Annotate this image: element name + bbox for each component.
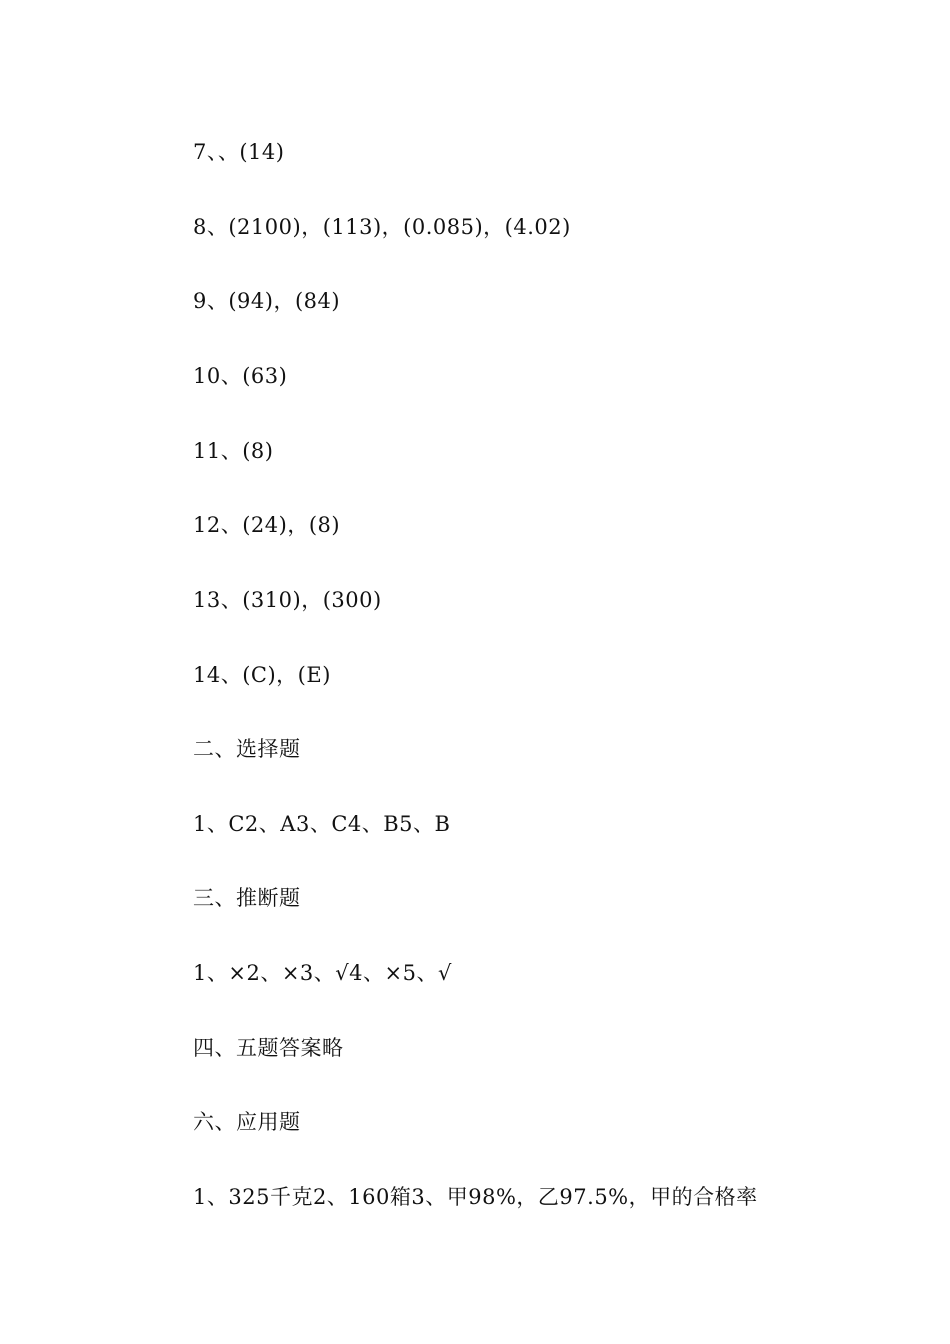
answer-line-14: 14、(C)，(E) (193, 663, 331, 687)
answer-line-10: 10、(63) (193, 364, 288, 388)
section-heading-judgement: 三、推断题 (193, 886, 301, 910)
answer-line-8: 8、(2100)，(113)，(0.085)，(4.02) (193, 215, 571, 239)
section-heading-choice: 二、选择题 (193, 737, 301, 761)
section-heading-four-five: 四、五题答案略 (193, 1036, 344, 1060)
choice-answers: 1、C2、A3、C4、B5、B (193, 812, 451, 836)
answer-line-11: 11、(8) (193, 439, 274, 463)
section-heading-application: 六、应用题 (193, 1110, 301, 1134)
judgement-answers: 1、×2、×3、√4、×5、√ (193, 961, 452, 985)
answer-line-12: 12、(24)，(8) (193, 513, 341, 537)
answer-line-9: 9、(94)，(84) (193, 289, 341, 313)
answer-line-13: 13、(310)，(300) (193, 588, 382, 612)
answer-line-7: 7、、(14) (193, 140, 285, 164)
application-answers: 1、325千克2、160箱3、甲98%，乙97.5%，甲的合格率 (193, 1185, 758, 1209)
